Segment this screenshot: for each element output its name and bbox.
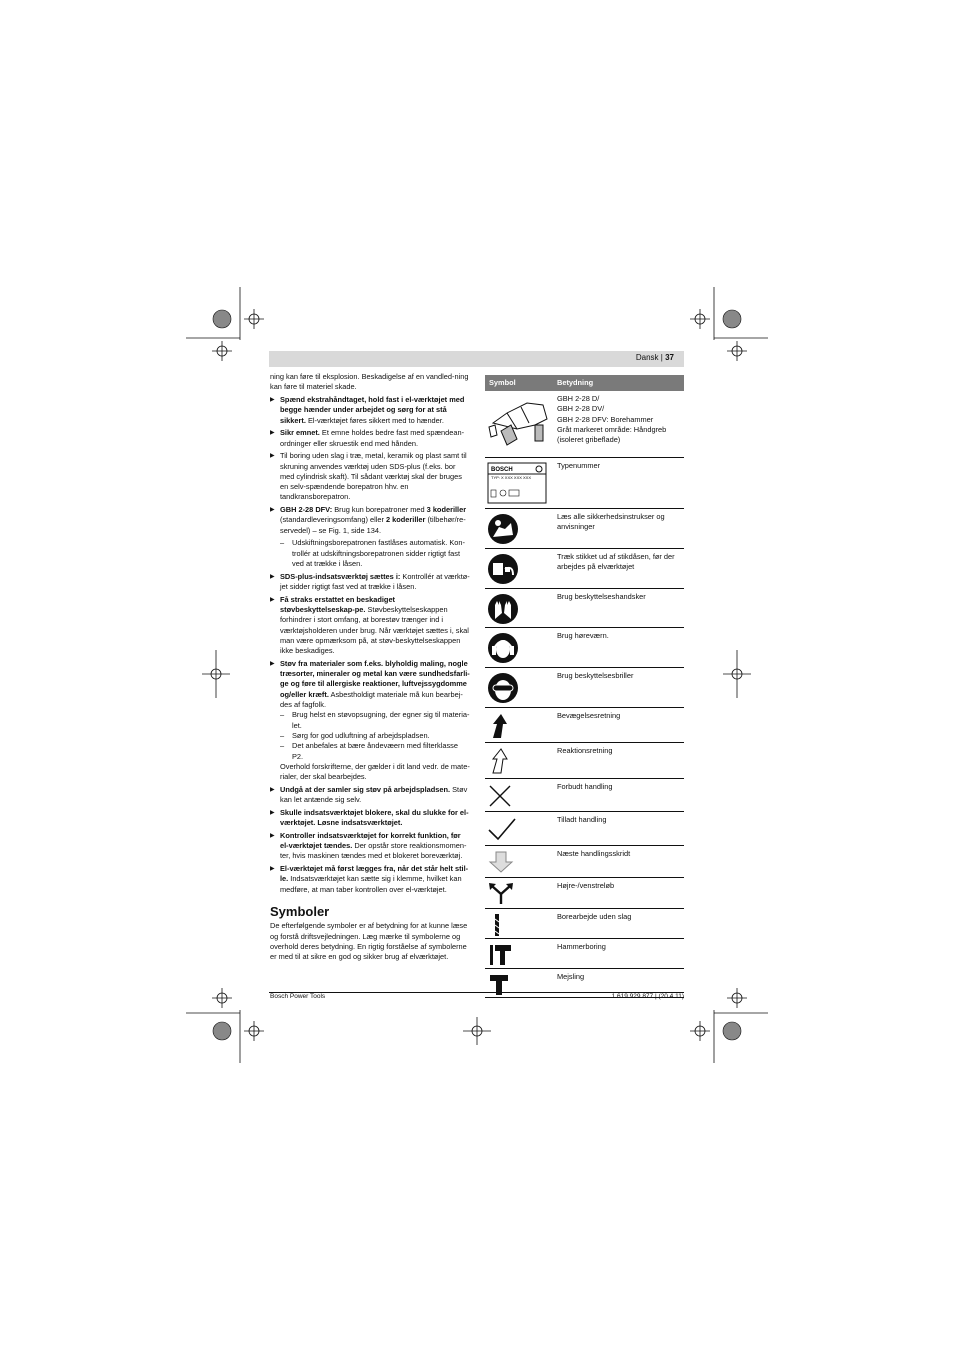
ear-protection-icon bbox=[487, 632, 519, 667]
rotary-hammer-icon bbox=[487, 395, 551, 456]
bullet-bold: Støv fra materialer som f.eks. blyholdig maling, nogle træsorter, mineraler og metal kan være sundhedsfarli-ge og føre til allergiske reaktioner, luftvejssygdomme og/eller kræft. bbox=[280, 658, 470, 699]
right-left-rotation-icon bbox=[487, 882, 515, 909]
dash-item: – Udskiftningsborepatronen fastlåses automatisk. Kon-trollér at udskiftningsborepatronen sidder rigtigt fast ved at trække i låsen. bbox=[270, 538, 470, 569]
left-column bbox=[270, 372, 470, 965]
bullet-text: (standardleveringsomfang) eller bbox=[280, 515, 386, 525]
dash-item: – Brug helst en støvopsugning, der egner sig til materia-let. bbox=[270, 710, 470, 731]
table-header bbox=[485, 375, 684, 391]
page-number: 37 bbox=[665, 353, 674, 362]
row-meaning: Brug beskyttelsesbriller bbox=[557, 671, 634, 680]
row-meaning: Typenummer bbox=[557, 461, 601, 470]
bullet-text: Brug kun borepatroner med bbox=[332, 505, 427, 515]
bullet-text: Kontrollér at værktø-jet sidder rigtigt fast ved at trække i låsen. bbox=[280, 571, 470, 591]
bullet-text: El-værktøjet føres sikkert med to hænder. bbox=[305, 415, 444, 425]
row-meaning: Brug høreværn. bbox=[557, 631, 609, 640]
table-row bbox=[485, 779, 684, 812]
allowed-check-icon bbox=[487, 816, 517, 845]
bullet-item bbox=[270, 808, 470, 829]
table-row bbox=[485, 846, 684, 878]
bullet-bold: Undgå at der samler sig støv på arbejdspladsen. bbox=[280, 784, 451, 794]
table-row bbox=[485, 509, 684, 549]
row-meaning: Højre-/venstreløb bbox=[557, 881, 615, 890]
bullet-bold: GBH 2-28 DFV: bbox=[280, 505, 333, 515]
bullet-item bbox=[270, 864, 470, 895]
bullet-bold: SDS-plus-indsatsværktøj sættes i: bbox=[280, 571, 401, 581]
bullet-bold: Kontroller indsatsværktøjet for korrekt funktion, før el-værktøjet tændes. bbox=[280, 830, 461, 851]
dash-item: – Det anbefales at bære åndevæern med filterklasse P2. bbox=[270, 741, 470, 762]
bullet-text: Til boring uden slag i træ, metal, keramik og plast samt til skruning anvendes værktøj uden SDS-plus (f.eks. bor med cylindrisk skaft). Til sådant værktøj skal der bruges en selv-spændende borepatron hhv. en tandkransborepatron. bbox=[280, 451, 467, 502]
table-row bbox=[485, 458, 684, 509]
row-meaning: Brug beskyttelseshandsker bbox=[557, 592, 646, 601]
bullet-item bbox=[270, 395, 470, 426]
table-row bbox=[485, 391, 684, 458]
movement-arrow-icon bbox=[487, 712, 513, 743]
type-plate-typ: TYP: X XXX XXX XXX bbox=[491, 475, 532, 480]
section-name: Dansk bbox=[635, 353, 659, 362]
bullet-item bbox=[270, 785, 470, 806]
table-row bbox=[485, 812, 684, 846]
chisel-icon bbox=[487, 973, 513, 1000]
row-meaning: Tilladt handling bbox=[557, 815, 607, 824]
forbidden-cross-icon bbox=[487, 783, 513, 812]
row-meaning: Næste handlingsskridt bbox=[557, 849, 631, 858]
intro-paragraph: De efterfølgende symboler er af betydning for at kunne læse og forstå driftsvejledningen. Læg mærke til symbolerne og overhold deres betydning. En rigtig forståelse af symbolerne er med til at sikre en god og sikker brug af elværktøjet. bbox=[270, 921, 468, 962]
hammer-drill-icon bbox=[487, 943, 513, 970]
drill-bit-icon bbox=[487, 913, 507, 940]
bullet-bold: 2 koderiller bbox=[385, 515, 426, 525]
bullet-bold: 3 koderiller bbox=[426, 505, 467, 515]
row-meaning: Bevægelsesretning bbox=[557, 711, 621, 720]
column-header-symbol: Symbol bbox=[489, 378, 516, 387]
column-header-meaning: Betydning bbox=[557, 378, 594, 387]
bullet-bold: Få straks erstattet en beskadiget støvbeskyttelseskap-pe. bbox=[280, 594, 396, 614]
row-meaning: Borearbejde uden slag bbox=[557, 912, 632, 921]
bullet-item bbox=[270, 659, 470, 710]
read-manual-icon bbox=[487, 513, 519, 548]
unplug-icon bbox=[487, 553, 519, 588]
bullet-item bbox=[270, 572, 470, 593]
bullet-bold: Skulle indsatsværktøjet blokere, skal du slukke for el-værktøjet. Løsne indsatsværktøjet. bbox=[280, 807, 469, 828]
type-plate-brand: BOSCH bbox=[491, 467, 513, 473]
bullet-item bbox=[270, 451, 470, 502]
table-row bbox=[485, 668, 684, 708]
page-header: Dansk | 37 bbox=[635, 353, 674, 362]
bullet-text: (tilbehør/re-servedel) – se Fig. 1, side 134. bbox=[280, 515, 466, 535]
page-header-bar bbox=[269, 351, 684, 367]
row-meaning: Reaktionsretning bbox=[557, 746, 613, 755]
bullet-text: Støvbeskyttelseskappen forhindrer i stort omfang, at borestøv trænger ind i værktøjsholderen under brug. Når værktøjet sættes i, skal man være opmærksom på, at støv-beskyttelseskappen ikke beskadiges. bbox=[280, 604, 469, 656]
table-row bbox=[485, 628, 684, 668]
next-step-arrow-icon bbox=[487, 850, 515, 877]
section-heading: Symboler bbox=[270, 903, 330, 919]
row-meaning: Mejsling bbox=[557, 972, 585, 981]
bullet-text: Asbestholdigt materiale må kun bearbej-des af fagfolk. bbox=[280, 689, 463, 710]
bullet-text: Der opstår store reaktionsmomen-ter, hvis maskinen tændes med et blokeret boreværktøj. bbox=[280, 841, 467, 861]
table-row bbox=[485, 743, 684, 779]
footer-left: Bosch Power Tools bbox=[270, 993, 326, 1000]
table-row bbox=[485, 549, 684, 589]
bullet-item bbox=[270, 595, 470, 657]
paragraph: Overhold forskrifterne, der gælder i dit land vedr. de mate-rialer, der skal bearbejdes. bbox=[280, 761, 470, 782]
bullet-bold: Spænd ekstrahåndtaget, hold fast i el-værktøjet med begge hænder under arbejdet og sørg for at stå sikkert. bbox=[280, 394, 465, 425]
safety-goggles-icon bbox=[487, 672, 519, 707]
bullet-item bbox=[270, 505, 470, 536]
type-plate-icon bbox=[487, 462, 547, 507]
table-row bbox=[485, 708, 684, 743]
row-meaning: GBH 2-28 D/ GBH 2-28 DV/ GBH 2-28 DFV: Borehammer Gråt markeret område: Håndgreb (isoleret gribeflade) bbox=[557, 394, 667, 445]
bullet-text: Støv kan let antænde sig selv. bbox=[280, 784, 468, 805]
table-row bbox=[485, 878, 684, 909]
bullet-text: Indsatsværktøjet kan sætte sig i klemme, hvilket kan medføre, at man taber kontrollen over el-værktøjet. bbox=[280, 874, 462, 894]
row-meaning: Træk stikket ud af stikdåsen, før der arbejdes på elværktøjet bbox=[557, 552, 675, 572]
dash-item: – Sørg for god udluftning af arbejdspladsen. bbox=[270, 731, 470, 741]
symbol-table bbox=[485, 375, 684, 998]
row-meaning: Læs alle sikkerhedsinstrukser og anvisninger bbox=[557, 512, 665, 532]
row-meaning: Forbudt handling bbox=[557, 782, 613, 791]
paragraph: ning kan føre til eksplosion. Beskadigelse af en vandled-ning kan føre til materiel skade. bbox=[270, 372, 469, 392]
footer-right: 1 619 929 877 | (20.4.11) bbox=[611, 993, 684, 1000]
table-row bbox=[485, 939, 684, 969]
gloves-icon bbox=[487, 593, 519, 628]
reaction-arrow-icon bbox=[487, 747, 513, 778]
bullet-bold: Sikr emnet. bbox=[280, 428, 320, 438]
bullet-item bbox=[270, 428, 470, 449]
bullet-item bbox=[270, 831, 470, 862]
table-row bbox=[485, 909, 684, 939]
table-row bbox=[485, 589, 684, 628]
row-meaning: Hammerboring bbox=[557, 942, 606, 951]
bullet-text: Et emne holdes bedre fast med spændean-ordninger eller skruestik end med hånden. bbox=[280, 428, 465, 448]
bullet-bold: El-værktøjet må først lægges fra, når det står helt stil-le. bbox=[280, 864, 469, 884]
